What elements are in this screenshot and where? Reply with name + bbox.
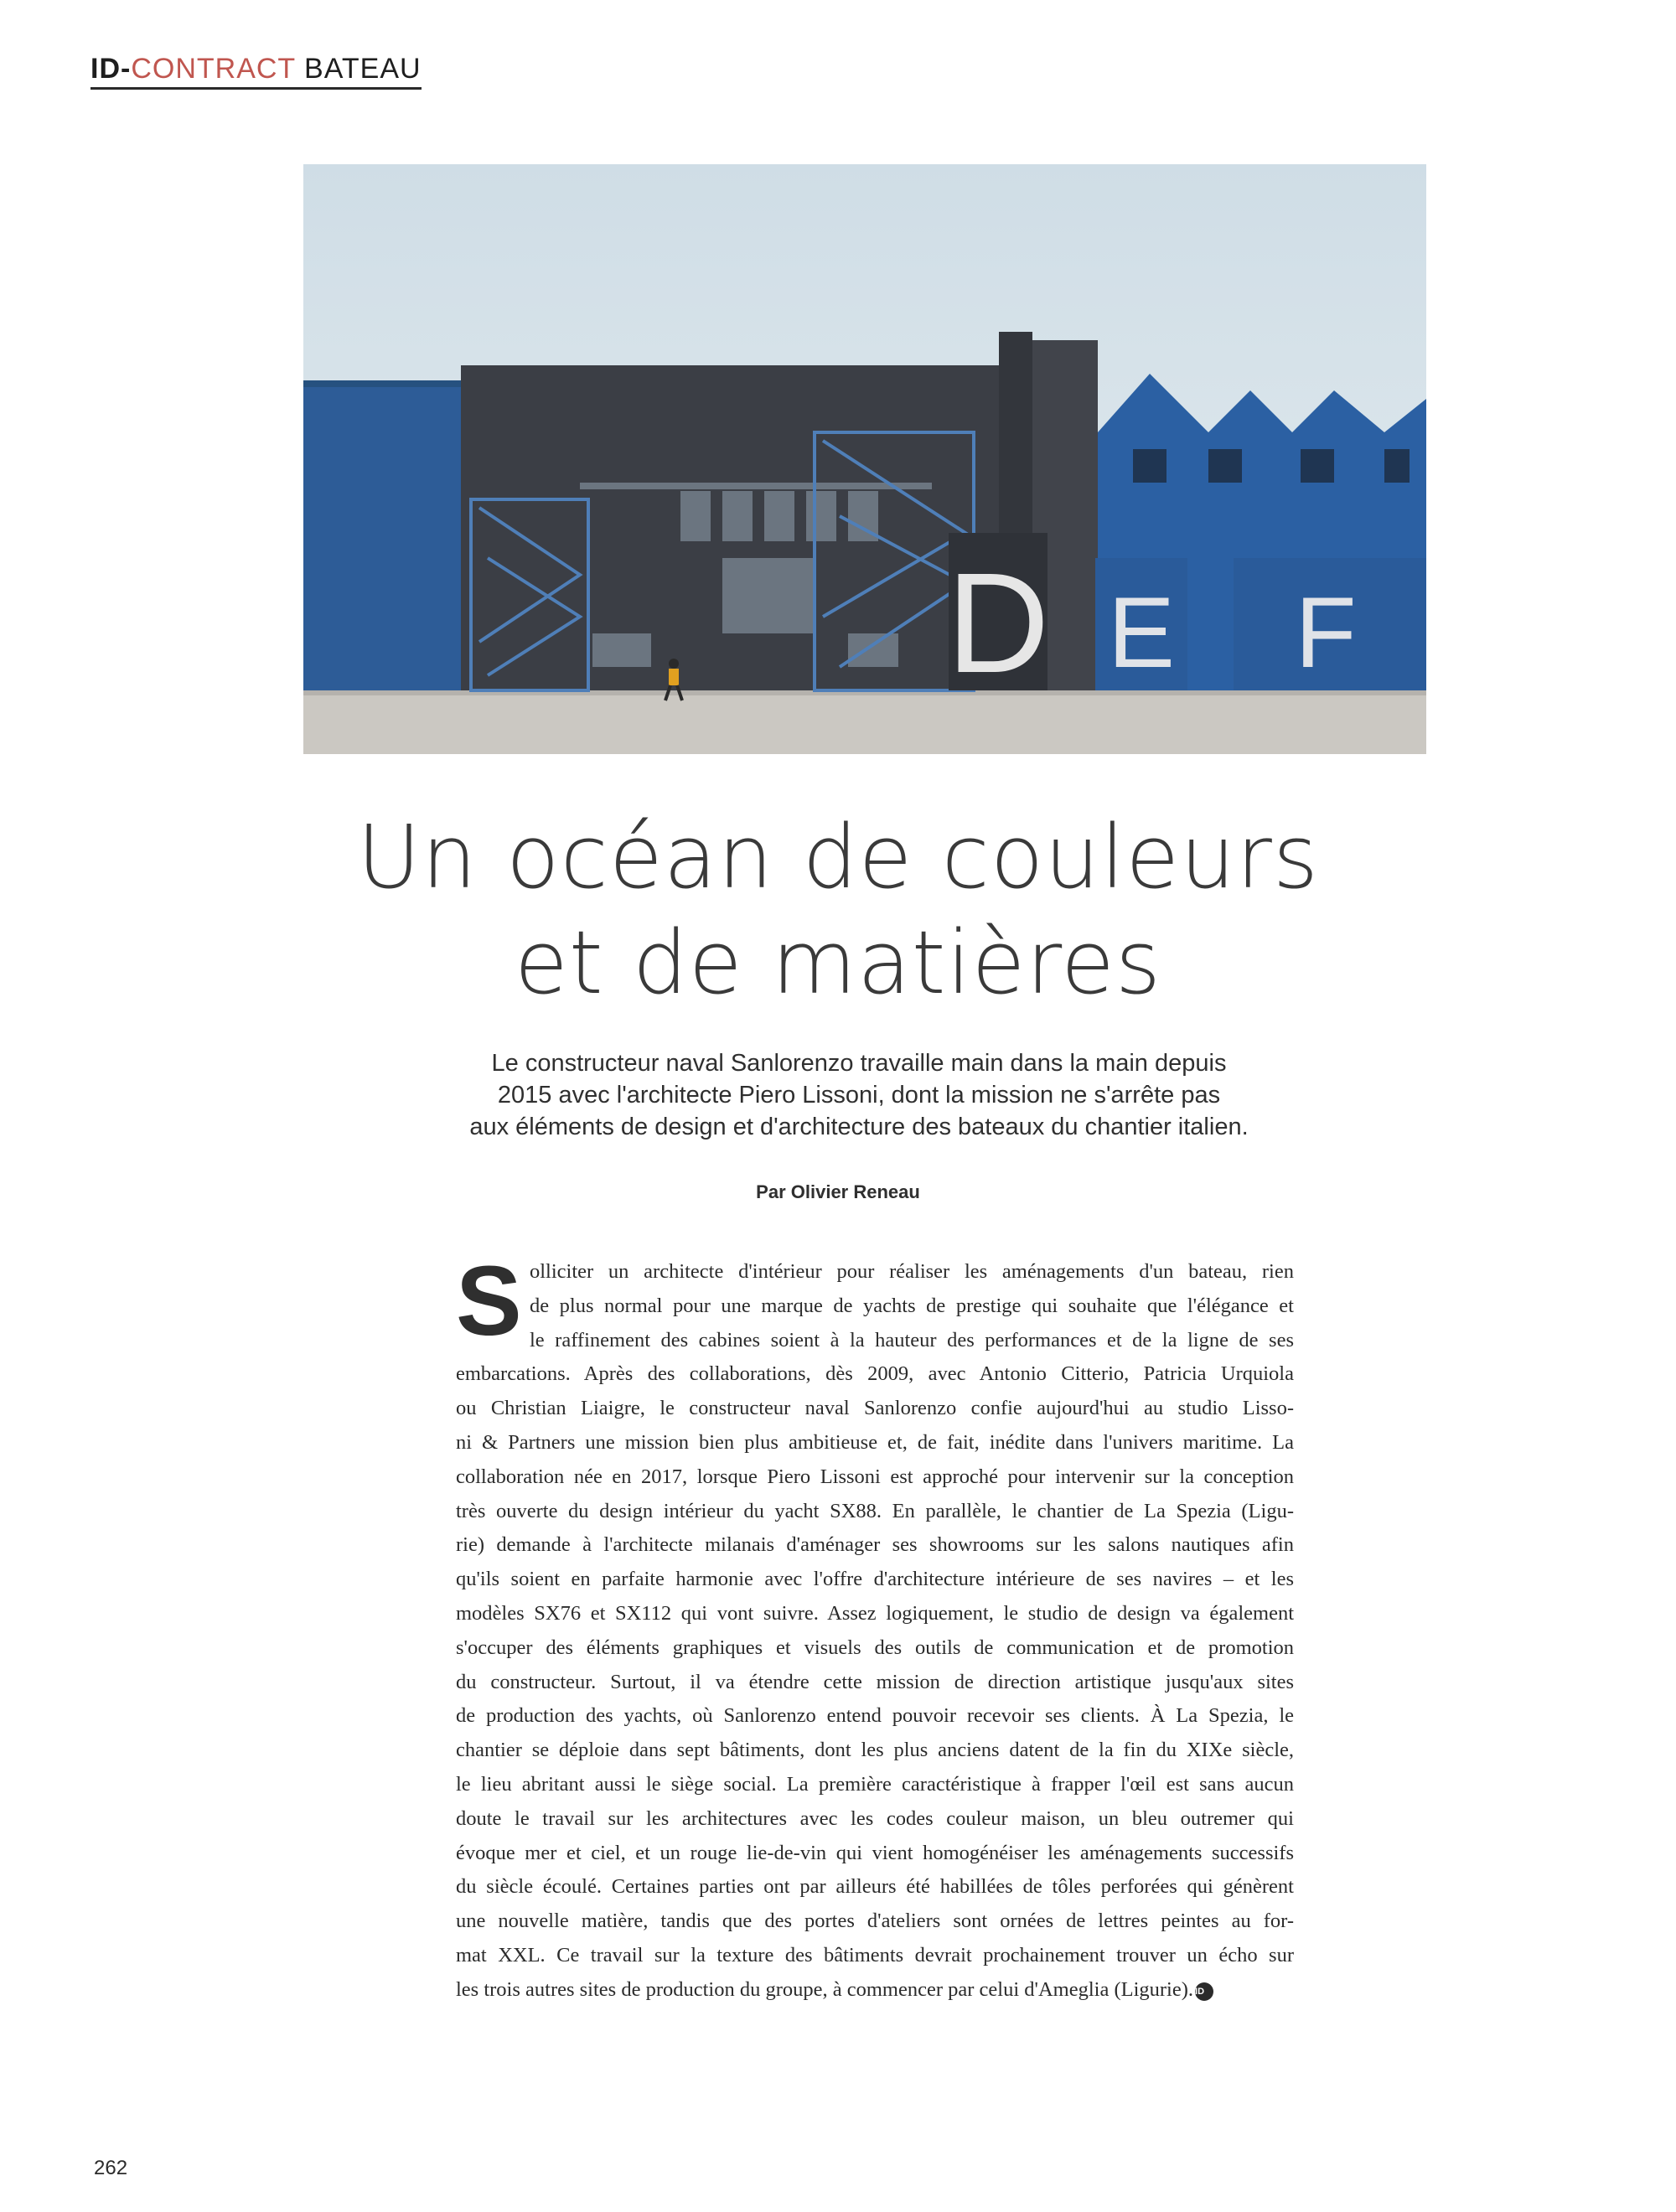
headline-line-2: et de matières [514, 912, 1162, 1014]
body-line: modèles SX76 et SX112 qui vont suivre. Assez logiquement, le studio de design va également [456, 1601, 1294, 1625]
body-line: qu'ils soient en parfaite harmonie avec l'offre d'architecture intérieure de ses navires – et les [456, 1568, 1294, 1591]
rubric-section: BATEAU [295, 53, 422, 85]
ground [303, 690, 1426, 754]
body-line: rie) demande à l'architecte milanais d'aménager ses showrooms sur les salons nautiques afin [456, 1533, 1294, 1557]
standfirst-line-1: Le constructeur naval Sanlorenzo travaille main dans la main depuis [491, 1050, 1227, 1077]
body-line: le lieu abritant aussi le siège social. La première caractéristique à frapper l'œil est sans aucun [456, 1772, 1294, 1796]
door-letter-f: F [1295, 576, 1357, 689]
shipyard-photo [303, 164, 1426, 754]
standfirst [402, 1047, 1316, 1143]
body-line: ou Christian Liaigre, le constructeur naval Sanlorenzo confie aujourd'hui au studio Lisso- [456, 1397, 1294, 1420]
body-line: de plus normal pour une marque de yachts de prestige qui souhaite que l'élégance et [530, 1294, 1294, 1317]
standfirst-line-3: aux éléments de design et d'architecture des bateaux du chantier italien. [469, 1114, 1249, 1140]
body-line: du constructeur. Surtout, il va étendre cette mission de direction artistique jusqu'aux sites [456, 1670, 1294, 1693]
drop-cap: S [456, 1246, 522, 1357]
body-line: s'occuper des éléments graphiques et visuels des outils de communication et de promotion [456, 1636, 1294, 1659]
blue-building-left [303, 380, 461, 690]
body-line: ni & Partners une mission bien plus ambitieuse et, de fait, inédite dans l'univers maritime. La [456, 1430, 1294, 1454]
body-line: collaboration née en 2017, lorsque Piero Lissoni est approché pour intervenir sur la conception [456, 1465, 1294, 1488]
body-line: mat XXL. Ce travail sur la texture des bâtiments devrait prochainement trouver un écho sur [456, 1943, 1294, 1967]
body-line: doute le travail sur les architectures avec les codes couleur maison, un bleu outremer qui [456, 1806, 1294, 1830]
byline: Par Olivier Reneau [756, 1181, 920, 1202]
body-line: très ouverte du design intérieur du yacht SX88. En parallèle, le chantier de La Spezia (Ligu- [456, 1499, 1294, 1522]
section-rubric [91, 52, 422, 90]
body-line: olliciter un architecte d'intérieur pour réaliser les aménagements d'un bateau, rien [530, 1260, 1294, 1283]
shipyard-illustration [303, 164, 1426, 754]
door-letter-d: D [946, 544, 1050, 703]
body-line: du siècle écoulé. Certaines parties ont par ailleurs été habillées de tôles perforées qui génèrent [456, 1875, 1294, 1899]
body-line-last [456, 1973, 1294, 2008]
body-line-text: les trois autres sites de production du groupe, à commencer par celui d'Ameglia (Ligurie). [456, 1977, 1194, 2001]
body-line: évoque mer et ciel, et un rouge lie-de-vin qui vient homogénéiser les aménagements successifs [456, 1841, 1294, 1864]
body-line: de production des yachts, où Sanlorenzo entend pouvoir recevoir ses clients. À La Spezia, le [456, 1704, 1294, 1728]
body-line: embarcations. Après des collaborations, dès 2009, avec Antonio Citterio, Patricia Urquiola [456, 1362, 1294, 1386]
body-line: une nouvelle matière, tandis que des portes d'ateliers sont ornées de lettres peintes au for- [456, 1910, 1294, 1933]
door-letter-e: E [1107, 576, 1176, 689]
rubric-id: ID- [91, 53, 132, 85]
page-number: 262 [94, 2157, 128, 2179]
body-line: le raffinement des cabines soient à la hauteur des performances et de la ligne de ses [530, 1328, 1294, 1351]
article-body [456, 1255, 1294, 2008]
rubric-contract: CONTRACT [131, 53, 296, 85]
id-end-mark-icon: ID [1195, 1982, 1213, 2001]
standfirst-line-2: 2015 avec l'architecte Piero Lissoni, dont la mission ne s'arrête pas [497, 1082, 1221, 1109]
headline-line-1: Un océan de couleurs [356, 806, 1320, 908]
body-line: chantier se déploie dans sept bâtiments, dont les plus anciens datent de la fin du XIXe siècle, [456, 1739, 1294, 1762]
article-headline [0, 804, 1676, 1016]
